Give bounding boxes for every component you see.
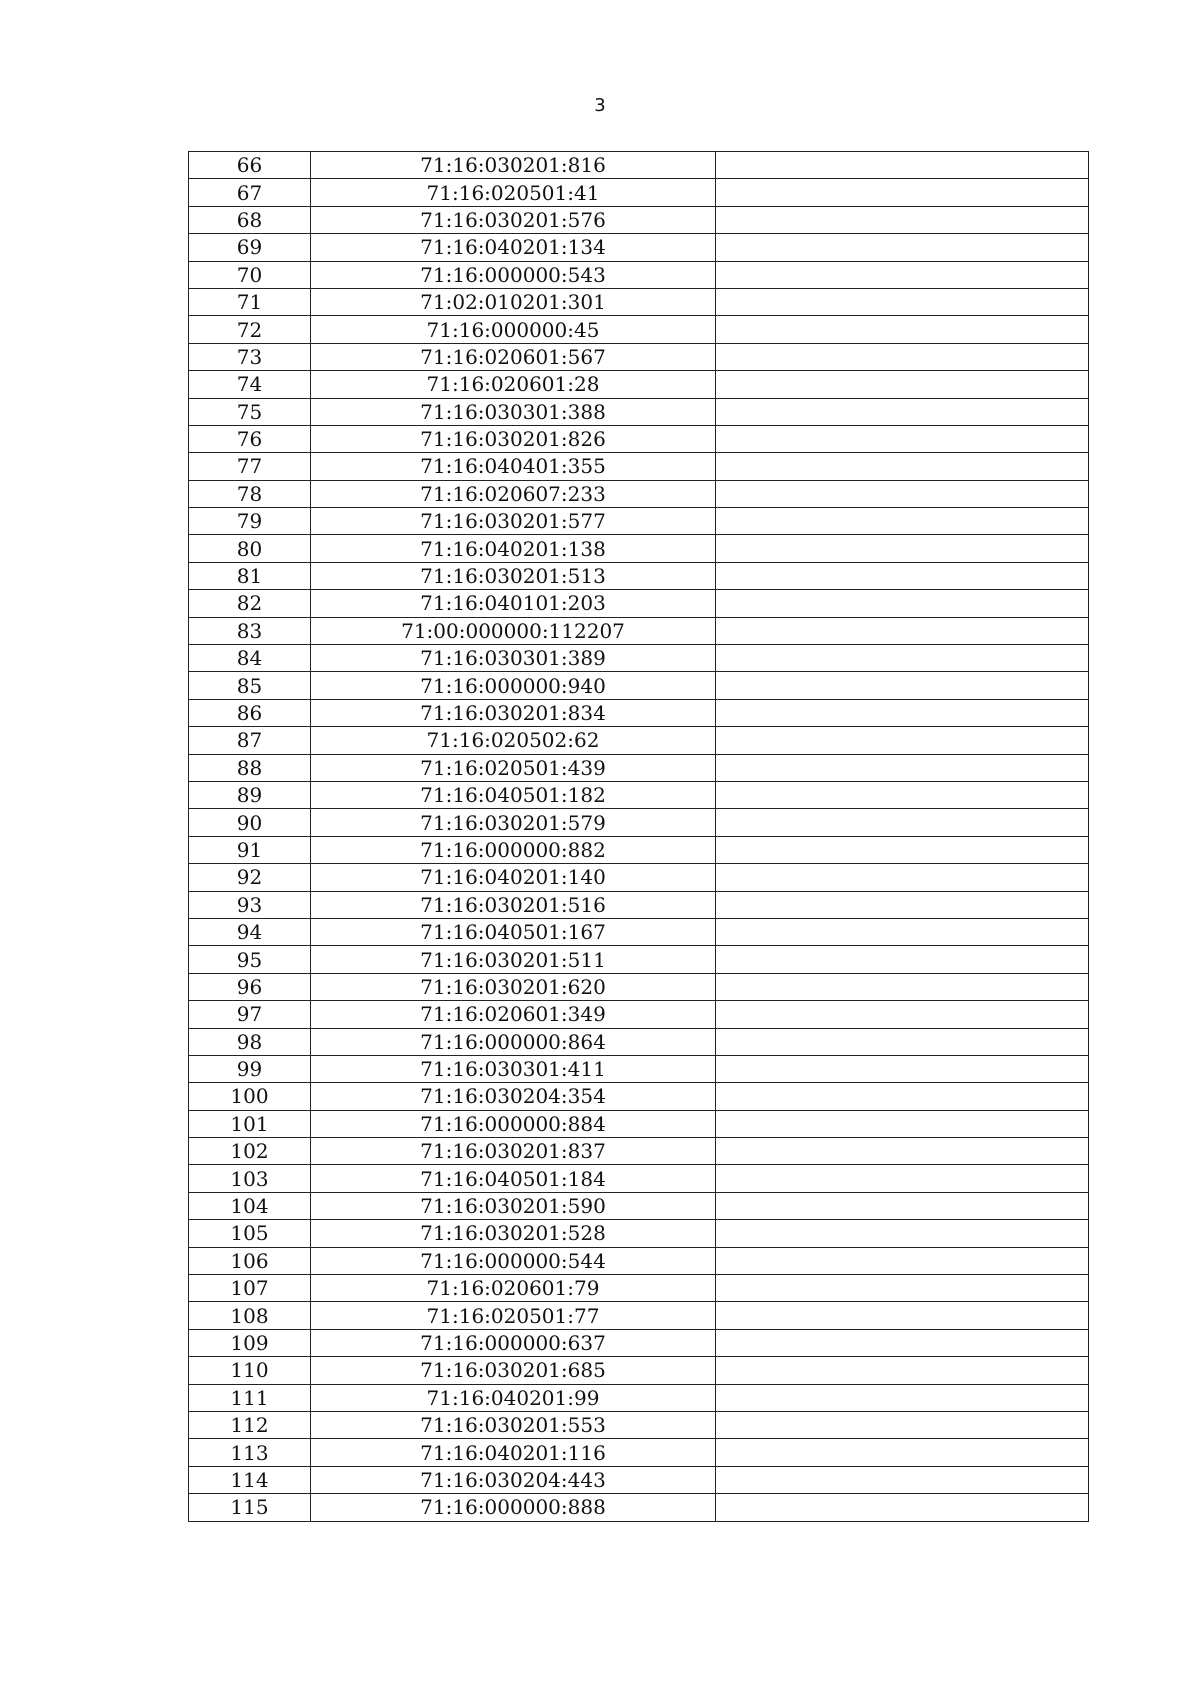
note-cell bbox=[716, 699, 1089, 726]
table-row bbox=[189, 617, 1089, 644]
table-row bbox=[189, 699, 1089, 726]
row-number-cell: 83 bbox=[189, 617, 311, 644]
row-number-cell: 111 bbox=[189, 1384, 311, 1411]
cadastral-number-cell: 71:16:020601:567 bbox=[311, 343, 716, 370]
note-cell bbox=[716, 1220, 1089, 1247]
table-row bbox=[189, 1411, 1089, 1438]
cadastral-number-cell: 71:16:000000:544 bbox=[311, 1247, 716, 1274]
cadastral-number-cell: 71:16:030201:528 bbox=[311, 1220, 716, 1247]
note-cell bbox=[716, 590, 1089, 617]
row-number-cell: 105 bbox=[189, 1220, 311, 1247]
note-cell bbox=[716, 1357, 1089, 1384]
note-cell bbox=[716, 206, 1089, 233]
table-row bbox=[189, 288, 1089, 315]
table-row bbox=[189, 973, 1089, 1000]
cadastral-number-cell: 71:16:020601:28 bbox=[311, 371, 716, 398]
cadastral-number-cell: 71:16:020501:77 bbox=[311, 1302, 716, 1329]
note-cell bbox=[716, 1302, 1089, 1329]
note-cell bbox=[716, 645, 1089, 672]
row-number-cell: 82 bbox=[189, 590, 311, 617]
row-number-cell: 75 bbox=[189, 398, 311, 425]
note-cell bbox=[716, 1439, 1089, 1466]
note-cell bbox=[716, 754, 1089, 781]
row-number-cell: 70 bbox=[189, 261, 311, 288]
row-number-cell: 113 bbox=[189, 1439, 311, 1466]
note-cell bbox=[716, 1466, 1089, 1493]
table-row bbox=[189, 179, 1089, 206]
cadastral-number-cell: 71:16:030301:389 bbox=[311, 645, 716, 672]
note-cell bbox=[716, 727, 1089, 754]
row-number-cell: 78 bbox=[189, 480, 311, 507]
row-number-cell: 81 bbox=[189, 562, 311, 589]
row-number-cell: 77 bbox=[189, 453, 311, 480]
row-number-cell: 68 bbox=[189, 206, 311, 233]
note-cell bbox=[716, 179, 1089, 206]
cadastral-number-cell: 71:16:040201:116 bbox=[311, 1439, 716, 1466]
table-row bbox=[189, 261, 1089, 288]
note-cell bbox=[716, 672, 1089, 699]
note-cell bbox=[716, 288, 1089, 315]
cadastral-number-cell: 71:16:030201:590 bbox=[311, 1192, 716, 1219]
cadastral-number-cell: 71:16:000000:884 bbox=[311, 1110, 716, 1137]
cadastral-number-cell: 71:16:000000:888 bbox=[311, 1494, 716, 1521]
row-number-cell: 108 bbox=[189, 1302, 311, 1329]
table-row bbox=[189, 946, 1089, 973]
row-number-cell: 88 bbox=[189, 754, 311, 781]
cadastral-number-cell: 71:16:030201:834 bbox=[311, 699, 716, 726]
row-number-cell: 100 bbox=[189, 1083, 311, 1110]
note-cell bbox=[716, 480, 1089, 507]
row-number-cell: 98 bbox=[189, 1028, 311, 1055]
row-number-cell: 115 bbox=[189, 1494, 311, 1521]
note-cell bbox=[716, 617, 1089, 644]
cadastral-number-cell: 71:16:020607:233 bbox=[311, 480, 716, 507]
table-row bbox=[189, 1302, 1089, 1329]
table-row bbox=[189, 480, 1089, 507]
note-cell bbox=[716, 1055, 1089, 1082]
cadastral-number-cell: 71:16:040501:167 bbox=[311, 918, 716, 945]
note-cell bbox=[716, 535, 1089, 562]
note-cell bbox=[716, 1110, 1089, 1137]
row-number-cell: 97 bbox=[189, 1001, 311, 1028]
page-number: 3 bbox=[594, 95, 606, 116]
table-row bbox=[189, 1165, 1089, 1192]
cadastral-number-cell: 71:16:000000:45 bbox=[311, 316, 716, 343]
cadastral-number-cell: 71:16:030201:516 bbox=[311, 891, 716, 918]
cadastral-number-cell: 71:16:040201:138 bbox=[311, 535, 716, 562]
table-row bbox=[189, 918, 1089, 945]
note-cell bbox=[716, 1028, 1089, 1055]
table-row bbox=[189, 316, 1089, 343]
cadastral-number-cell: 71:16:040501:182 bbox=[311, 781, 716, 808]
note-cell bbox=[716, 1165, 1089, 1192]
table-row bbox=[189, 1384, 1089, 1411]
note-cell bbox=[716, 508, 1089, 535]
note-cell bbox=[716, 973, 1089, 1000]
table-row bbox=[189, 809, 1089, 836]
row-number-cell: 102 bbox=[189, 1138, 311, 1165]
note-cell bbox=[716, 1247, 1089, 1274]
cadastral-number-cell: 71:16:020501:41 bbox=[311, 179, 716, 206]
row-number-cell: 80 bbox=[189, 535, 311, 562]
table-row bbox=[189, 398, 1089, 425]
note-cell bbox=[716, 261, 1089, 288]
note-cell bbox=[716, 1384, 1089, 1411]
row-number-cell: 95 bbox=[189, 946, 311, 973]
table-row bbox=[189, 1466, 1089, 1493]
note-cell bbox=[716, 1411, 1089, 1438]
row-number-cell: 114 bbox=[189, 1466, 311, 1493]
note-cell bbox=[716, 781, 1089, 808]
note-cell bbox=[716, 371, 1089, 398]
cadastral-number-cell: 71:16:030201:620 bbox=[311, 973, 716, 1000]
table-row bbox=[189, 1439, 1089, 1466]
row-number-cell: 90 bbox=[189, 809, 311, 836]
table-row bbox=[189, 562, 1089, 589]
note-cell bbox=[716, 1275, 1089, 1302]
note-cell bbox=[716, 1083, 1089, 1110]
table-row bbox=[189, 1028, 1089, 1055]
cadastral-number-cell: 71:16:030204:443 bbox=[311, 1466, 716, 1493]
note-cell bbox=[716, 343, 1089, 370]
note-cell bbox=[716, 1192, 1089, 1219]
row-number-cell: 106 bbox=[189, 1247, 311, 1274]
table-row bbox=[189, 1247, 1089, 1274]
table-row bbox=[189, 1055, 1089, 1082]
table-row bbox=[189, 754, 1089, 781]
cadastral-number-cell: 71:16:030301:411 bbox=[311, 1055, 716, 1082]
cadastral-number-cell: 71:16:000000:940 bbox=[311, 672, 716, 699]
row-number-cell: 91 bbox=[189, 836, 311, 863]
cadastral-number-cell: 71:16:030201:553 bbox=[311, 1411, 716, 1438]
row-number-cell: 99 bbox=[189, 1055, 311, 1082]
row-number-cell: 89 bbox=[189, 781, 311, 808]
note-cell bbox=[716, 891, 1089, 918]
row-number-cell: 73 bbox=[189, 343, 311, 370]
cadastral-number-cell: 71:16:020502:62 bbox=[311, 727, 716, 754]
cadastral-number-cell: 71:16:020601:349 bbox=[311, 1001, 716, 1028]
table-row bbox=[189, 1494, 1089, 1521]
table-row bbox=[189, 371, 1089, 398]
table-row bbox=[189, 453, 1089, 480]
table-row bbox=[189, 152, 1089, 179]
table-row bbox=[189, 1083, 1089, 1110]
table-row bbox=[189, 590, 1089, 617]
cadastral-number-cell: 71:16:030201:579 bbox=[311, 809, 716, 836]
cadastral-number-cell: 71:16:030201:816 bbox=[311, 152, 716, 179]
row-number-cell: 85 bbox=[189, 672, 311, 699]
table-row bbox=[189, 1138, 1089, 1165]
table-row bbox=[189, 672, 1089, 699]
note-cell bbox=[716, 562, 1089, 589]
note-cell bbox=[716, 1329, 1089, 1356]
row-number-cell: 87 bbox=[189, 727, 311, 754]
row-number-cell: 72 bbox=[189, 316, 311, 343]
row-number-cell: 71 bbox=[189, 288, 311, 315]
cadastral-number-cell: 71:16:000000:864 bbox=[311, 1028, 716, 1055]
cadastral-number-cell: 71:16:030201:513 bbox=[311, 562, 716, 589]
table-row bbox=[189, 1110, 1089, 1137]
cadastral-number-cell: 71:16:030201:685 bbox=[311, 1357, 716, 1384]
table-row bbox=[189, 1357, 1089, 1384]
note-cell bbox=[716, 918, 1089, 945]
row-number-cell: 93 bbox=[189, 891, 311, 918]
table-row bbox=[189, 1220, 1089, 1247]
row-number-cell: 79 bbox=[189, 508, 311, 535]
cadastral-number-cell: 71:16:020601:79 bbox=[311, 1275, 716, 1302]
row-number-cell: 66 bbox=[189, 152, 311, 179]
cadastral-number-cell: 71:16:040201:99 bbox=[311, 1384, 716, 1411]
row-number-cell: 67 bbox=[189, 179, 311, 206]
row-number-cell: 92 bbox=[189, 864, 311, 891]
note-cell bbox=[716, 453, 1089, 480]
table-row bbox=[189, 1329, 1089, 1356]
cadastral-number-cell: 71:16:040201:134 bbox=[311, 234, 716, 261]
cadastral-number-cell: 71:16:000000:543 bbox=[311, 261, 716, 288]
cadastral-number-cell: 71:16:040201:140 bbox=[311, 864, 716, 891]
cadastral-number-cell: 71:16:000000:637 bbox=[311, 1329, 716, 1356]
cadastral-number-cell: 71:16:040401:355 bbox=[311, 453, 716, 480]
table-row bbox=[189, 645, 1089, 672]
table-row bbox=[189, 1275, 1089, 1302]
note-cell bbox=[716, 809, 1089, 836]
note-cell bbox=[716, 316, 1089, 343]
table-row bbox=[189, 343, 1089, 370]
row-number-cell: 84 bbox=[189, 645, 311, 672]
cadastral-table bbox=[188, 151, 1089, 1522]
cadastral-number-cell: 71:00:000000:112207 bbox=[311, 617, 716, 644]
note-cell bbox=[716, 864, 1089, 891]
cadastral-number-cell: 71:16:040101:203 bbox=[311, 590, 716, 617]
cadastral-number-cell: 71:16:030201:837 bbox=[311, 1138, 716, 1165]
row-number-cell: 109 bbox=[189, 1329, 311, 1356]
note-cell bbox=[716, 234, 1089, 261]
table-row bbox=[189, 1001, 1089, 1028]
cadastral-number-cell: 71:16:030201:511 bbox=[311, 946, 716, 973]
row-number-cell: 101 bbox=[189, 1110, 311, 1137]
note-cell bbox=[716, 1494, 1089, 1521]
note-cell bbox=[716, 425, 1089, 452]
row-number-cell: 74 bbox=[189, 371, 311, 398]
table-row bbox=[189, 508, 1089, 535]
note-cell bbox=[716, 1138, 1089, 1165]
table-row bbox=[189, 864, 1089, 891]
table-row bbox=[189, 727, 1089, 754]
cadastral-number-cell: 71:16:030204:354 bbox=[311, 1083, 716, 1110]
cadastral-number-cell: 71:16:030201:576 bbox=[311, 206, 716, 233]
table-row bbox=[189, 206, 1089, 233]
note-cell bbox=[716, 836, 1089, 863]
table-row bbox=[189, 1192, 1089, 1219]
cadastral-number-cell: 71:16:040501:184 bbox=[311, 1165, 716, 1192]
row-number-cell: 76 bbox=[189, 425, 311, 452]
table-row bbox=[189, 535, 1089, 562]
cadastral-number-cell: 71:16:030201:577 bbox=[311, 508, 716, 535]
row-number-cell: 112 bbox=[189, 1411, 311, 1438]
note-cell bbox=[716, 1001, 1089, 1028]
row-number-cell: 96 bbox=[189, 973, 311, 1000]
row-number-cell: 104 bbox=[189, 1192, 311, 1219]
row-number-cell: 86 bbox=[189, 699, 311, 726]
row-number-cell: 103 bbox=[189, 1165, 311, 1192]
table-row bbox=[189, 836, 1089, 863]
table-row bbox=[189, 425, 1089, 452]
row-number-cell: 69 bbox=[189, 234, 311, 261]
table-row bbox=[189, 234, 1089, 261]
table-row bbox=[189, 891, 1089, 918]
cadastral-number-cell: 71:16:030201:826 bbox=[311, 425, 716, 452]
table-row bbox=[189, 781, 1089, 808]
note-cell bbox=[716, 398, 1089, 425]
row-number-cell: 107 bbox=[189, 1275, 311, 1302]
cadastral-number-cell: 71:16:020501:439 bbox=[311, 754, 716, 781]
cadastral-number-cell: 71:02:010201:301 bbox=[311, 288, 716, 315]
cadastral-number-cell: 71:16:030301:388 bbox=[311, 398, 716, 425]
note-cell bbox=[716, 946, 1089, 973]
table-body bbox=[189, 152, 1089, 1522]
note-cell bbox=[716, 152, 1089, 179]
cadastral-number-cell: 71:16:000000:882 bbox=[311, 836, 716, 863]
row-number-cell: 110 bbox=[189, 1357, 311, 1384]
row-number-cell: 94 bbox=[189, 918, 311, 945]
